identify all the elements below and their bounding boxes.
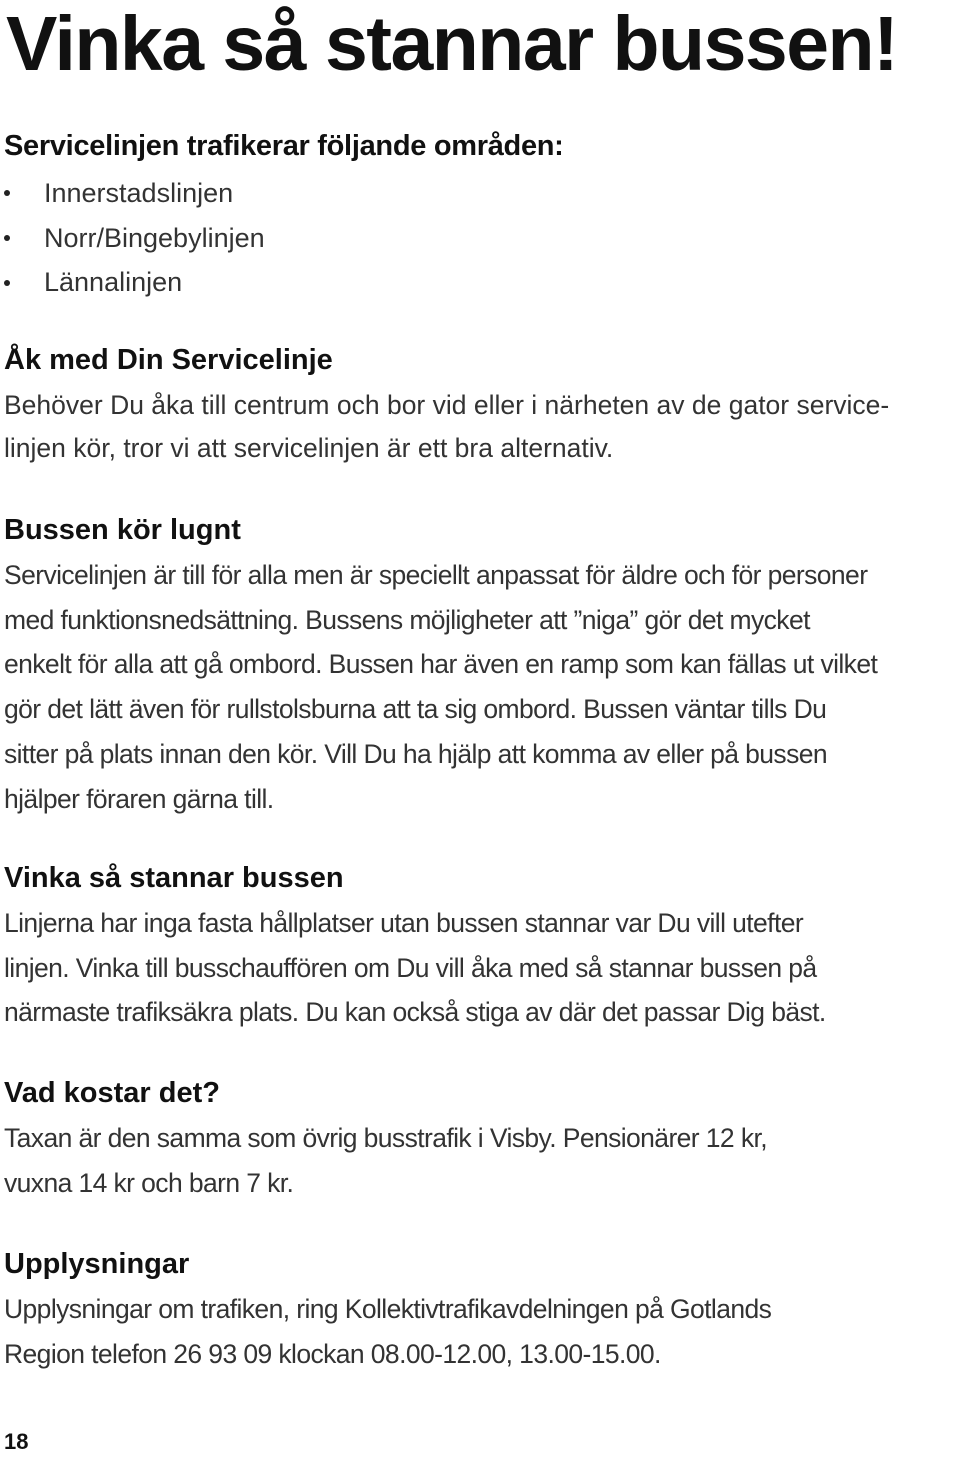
section-heading-upplysningar: Upplysningar: [4, 1248, 190, 1280]
section-body-vinka-sa-stannar-bussen: [4, 901, 826, 1035]
section-body-upplysningar: [4, 1287, 771, 1376]
paragraph-line: enkelt för alla att gå ombord. Bussen har även en ramp som kan fällas ut vilket: [4, 649, 878, 680]
paragraph-line: sitter på plats innan den kör. Vill Du ha hjälp att komma av eller på bussen: [4, 738, 828, 769]
section-heading-bussen-kor-lugnt: Bussen kör lugnt: [4, 514, 241, 546]
paragraph-line: vuxna 14 kr och barn 7 kr.: [4, 1167, 294, 1198]
section-heading-vinka-sa-stannar-bussen: Vinka så stannar bussen: [4, 862, 344, 894]
page-number: 18: [4, 1429, 29, 1454]
bullet-icon: [4, 235, 10, 241]
area-name: Innerstadslinjen: [44, 177, 234, 208]
paragraph-line: Upplysningar om trafiken, ring Kollektivtrafikavdelningen på Gotlands: [4, 1294, 772, 1324]
paragraph-line: Region telefon 26 93 09 klockan 08.00-12.00, 13.00-15.00.: [4, 1338, 661, 1369]
list-item: [4, 216, 265, 261]
page-title: Vinka så stannar bussen!: [6, 1, 898, 87]
area-name: Lännalinjen: [44, 267, 183, 298]
paragraph-line: gör det lätt även för rullstolsburna att ta sig ombord. Bussen väntar tills Du: [4, 694, 827, 725]
section-body-bussen-kor-lugnt: [4, 553, 877, 821]
paragraph-line: Linjerna har inga fasta hållplatser utan bussen stannar var Du vill utefter: [4, 908, 804, 938]
areas-list: [4, 171, 265, 305]
paragraph-line: hjälper föraren gärna till.: [4, 783, 274, 814]
bullet-icon: [4, 280, 10, 286]
area-name: Norr/Bingebylinjen: [44, 222, 265, 253]
list-item: [4, 260, 265, 305]
paragraph-line: Taxan är den samma som övrig busstrafik i Visby. Pensionärer 12 kr,: [4, 1123, 768, 1153]
paragraph-line: med funktionsnedsättning. Bussens möjligheter att ”niga” gör det mycket: [4, 604, 810, 635]
section-heading-vad-kostar-det: Vad kostar det?: [4, 1077, 220, 1109]
paragraph-line: närmaste trafiksäkra plats. Du kan också stiga av där det passar Dig bäst.: [4, 997, 826, 1028]
paragraph-line: Behöver Du åka till centrum och bor vid eller i närheten av de gator service-: [4, 390, 890, 420]
paragraph-line: linjen kör, tror vi att servicelinjen är ett bra alternativ.: [4, 433, 614, 463]
bullet-icon: [4, 190, 10, 196]
list-item: [4, 171, 265, 216]
section-heading-ak-med-servicelinje: Åk med Din Servicelinje: [4, 344, 333, 376]
section-body-vad-kostar-det: [4, 1116, 767, 1205]
paragraph-line: Servicelinjen är till för alla men är speciellt anpassat för äldre och för personer: [4, 560, 868, 590]
paragraph-line: linjen. Vinka till busschauffören om Du vill åka med så stannar bussen på: [4, 952, 817, 983]
areas-heading: Servicelinjen trafikerar följande områden:: [4, 130, 564, 162]
section-body-ak-med-servicelinje: [4, 384, 889, 470]
